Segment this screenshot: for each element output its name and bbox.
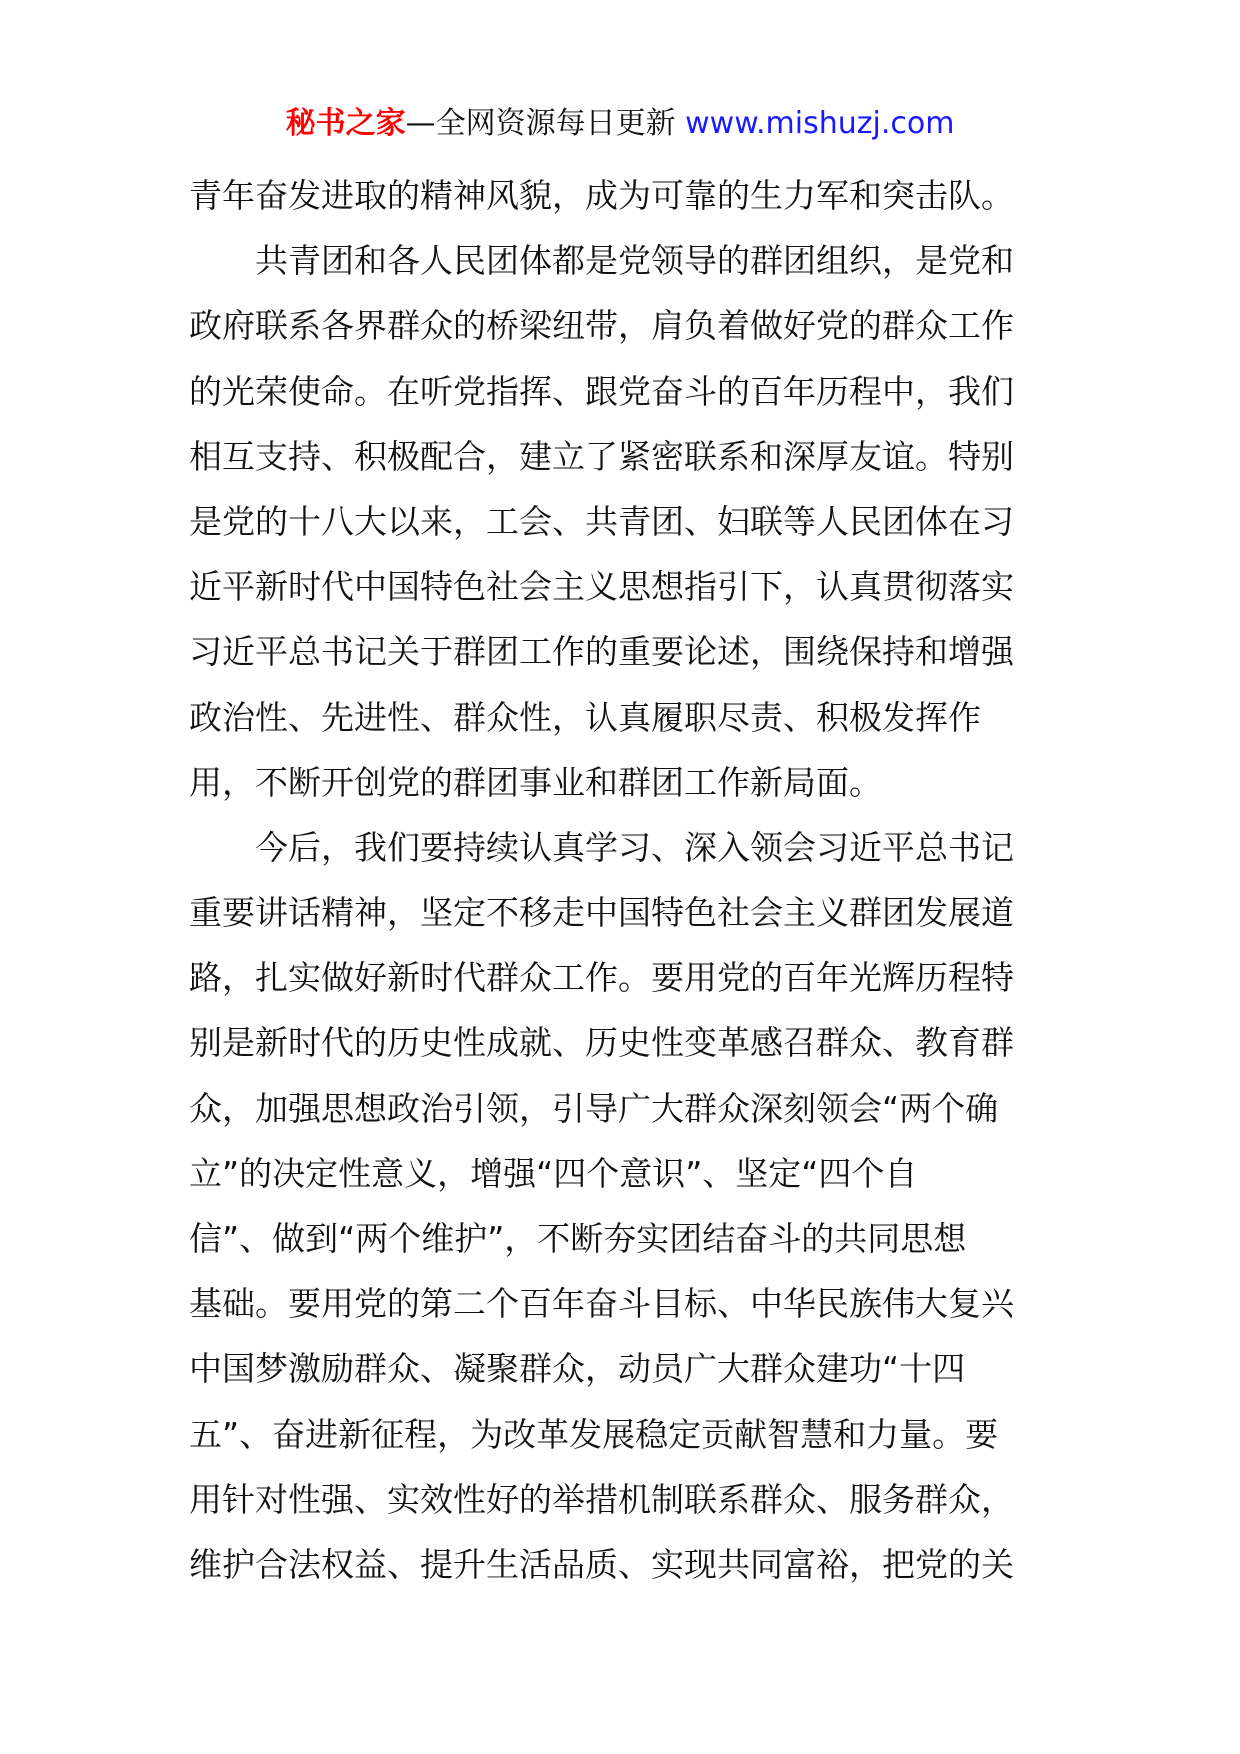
text-line: 中国梦激励群众、凝聚群众，动员广大群众建功“十四 (189, 1349, 966, 1389)
text-line: 路，扎实做好新时代群众工作。要用党的百年光辉历程特 (189, 958, 1014, 998)
page-header (0, 100, 1240, 148)
header-tagline: —全网资源每日更新 (405, 106, 676, 141)
text-line: 用，不断开创党的群团事业和群团工作新局面。 (189, 762, 882, 802)
text-line: 信”、做到“两个维护”，不断夯实团结奋斗的共同思想 (189, 1219, 967, 1258)
text-line: 五”、奋进新征程，为改革发展稳定贡献智慧和力量。要 (189, 1414, 999, 1454)
site-url-link[interactable]: www.mishuzj.com (685, 106, 955, 141)
text-line: 众，加强思想政治引领，引导广大群众深刻领会“两个确 (189, 1088, 999, 1128)
text-line: 的光荣使命。在听党指挥、跟党奋斗的百年历程中，我们 (189, 371, 1014, 411)
text-line: 习近平总书记关于群团工作的重要论述，围绕保持和增强 (189, 632, 1014, 672)
document-body (189, 163, 1059, 1597)
text-line: 重要讲话精神，坚定不移走中国特色社会主义群团发展道 (189, 893, 1014, 933)
text-line: 政府联系各界群众的桥梁纽带，肩负着做好党的群众工作 (189, 306, 1014, 346)
brand-name: 秘书之家 (285, 106, 406, 141)
paragraph-start-line: 今后，我们要持续认真学习、深入领会习近平总书记 (255, 827, 1014, 867)
text-line: 用针对性强、实效性好的举措机制联系群众、服务群众， (189, 1479, 1014, 1519)
paragraph-start-line: 共青团和各人民团体都是党领导的群团组织，是党和 (255, 241, 1014, 281)
text-line: 基础。要用党的第二个百年奋斗目标、中华民族伟大复兴 (189, 1284, 1014, 1324)
text-line: 政治性、先进性、群众性，认真履职尽责、积极发挥作 (189, 697, 981, 737)
text-line: 相互支持、积极配合，建立了紧密联系和深厚友谊。特别 (189, 436, 1014, 476)
text-line: 别是新时代的历史性成就、历史性变革感召群众、教育群 (189, 1023, 1014, 1063)
text-line: 维护合法权益、提升生活品质、实现共同富裕，把党的关 (189, 1544, 1014, 1584)
text-line: 青年奋发进取的精神风貌，成为可靠的生力军和突击队。 (189, 176, 1014, 215)
text-line: 近平新时代中国特色社会主义思想指引下，认真贯彻落实 (189, 567, 1014, 607)
text-line: 立”的决定性意义，增强“四个意识”、坚定“四个自 (189, 1153, 918, 1193)
text-line: 是党的十八大以来，工会、共青团、妇联等人民团体在习 (189, 501, 1014, 541)
